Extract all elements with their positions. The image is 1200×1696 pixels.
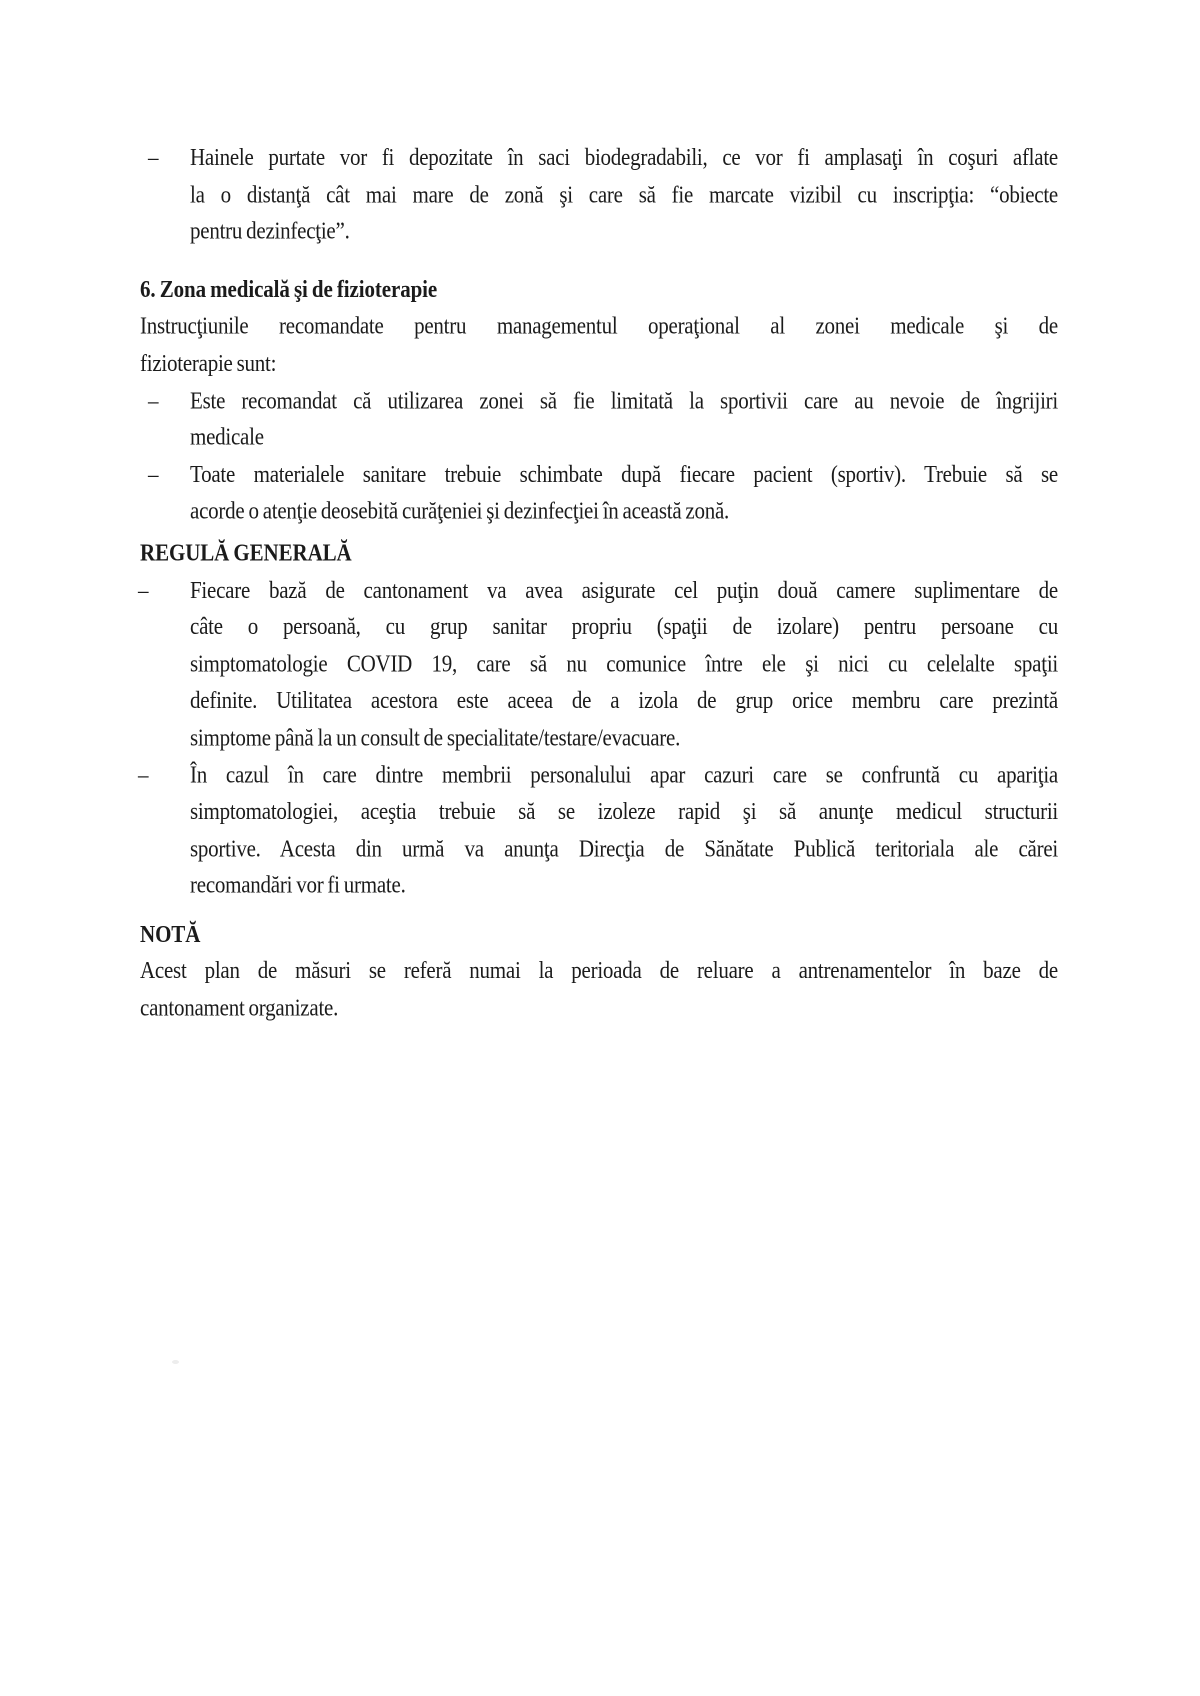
bullet-item-camere-suplimentare <box>140 572 1058 757</box>
text-line: pentru dezinfecţie”. <box>190 216 350 245</box>
text-line: Hainele purtate vor fi depozitate în saci biodegradabili, ce vor fi amplasaţi în coşuri aflate <box>190 142 1058 171</box>
text-line: sportive. Acesta din urmă va anunţa Direcţia de Sănătate Publică teritoriala ale cărei <box>190 833 1058 862</box>
text-line: simptomatologiei, aceştia trebuie să se izoleze rapid şi să anunţe medicul structurii <box>190 796 1058 825</box>
paragraph-instructiuni <box>140 308 1058 382</box>
text-line: medicale <box>190 422 264 451</box>
text-line: definite. Utilitatea acestora este aceea de a izola de grup orice membru care prezintă <box>190 685 1058 715</box>
text-line: Fiecare bază de cantonament va avea asigurate cel puţin două camere suplimentare de <box>190 575 1058 604</box>
text-line: simptomatologie COVID 19, care să nu comunice între ele şi nici cu celelalte spaţii <box>190 649 1058 678</box>
bullet-dash: – <box>148 459 159 488</box>
bullet-dash: – <box>148 385 159 414</box>
text-line: fizioterapie sunt: <box>140 348 277 377</box>
text-line: recomandări vor fi urmate. <box>190 870 406 899</box>
text-line: simptome până la un consult de specialitate/testare/evacuare. <box>190 722 681 752</box>
bullet-item-utilizare-zona <box>140 382 1058 456</box>
scan-artifact <box>172 1360 179 1364</box>
text-line: Instrucţiunile recomandate pentru managementul operaţional al zonei medicale şi de <box>140 311 1058 340</box>
text-line: acorde o atenţie deosebită curăţeniei şi dezinfecţiei în această zonă. <box>190 496 730 525</box>
bullet-item-materiale-sanitare <box>140 456 1058 530</box>
bullet-dash: – <box>148 142 159 171</box>
text-line: câte o persoană, cu grup sanitar propriu (spaţii de izolare) pentru persoane cu <box>190 612 1058 641</box>
bullet-dash: – <box>138 759 149 788</box>
paragraph-nota <box>140 953 1058 1027</box>
section-heading-nota: NOTĂ <box>140 919 201 948</box>
text-line: la o distanţă cât mai mare de zonă şi care să fie marcate vizibil cu inscripţia: “obiecte <box>190 179 1058 208</box>
section-heading-zona-medicala: 6. Zona medicală şi de fizioterapie <box>140 274 438 303</box>
document-content <box>140 0 1058 1027</box>
text-line: În cazul în care dintre membrii personalului apar cazuri care se confruntă cu apariţia <box>190 759 1058 788</box>
text-line: Toate materialele sanitare trebuie schimbate după fiecare pacient (sportiv). Trebuie să se <box>190 459 1058 488</box>
text-line: Este recomandat că utilizarea zonei să fie limitată la sportivii care au nevoie de îngrijiri <box>190 385 1058 414</box>
section-heading-regula-generala: REGULĂ GENERALĂ <box>140 538 352 567</box>
bullet-dash: – <box>138 575 149 604</box>
text-line: Acest plan de măsuri se referă numai la perioada de reluare a antrenamentelor în baze de <box>140 956 1058 985</box>
bullet-item-personal-simptome <box>140 756 1058 904</box>
bullet-item-clothes-disposal <box>140 139 1058 250</box>
text-line: cantonament organizate. <box>140 993 339 1022</box>
